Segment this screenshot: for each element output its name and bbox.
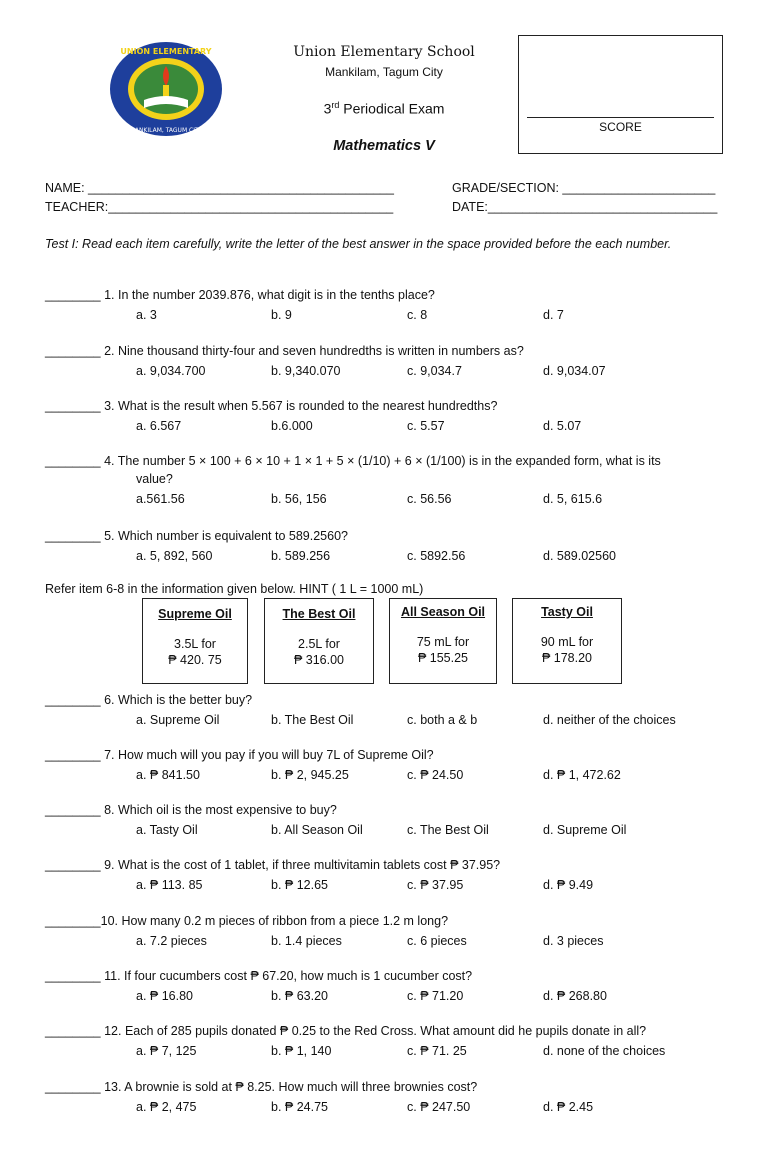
oil-name: Supreme Oil <box>158 607 232 621</box>
option-b: b. ₱ 24.75 <box>271 1100 328 1114</box>
question-text: ________ 13. A brownie is sold at ₱ 8.25. How much will three brownies cost? <box>45 1080 478 1094</box>
option-d: d. 7 <box>543 308 564 322</box>
option-d: d. 9,034.07 <box>543 364 606 378</box>
option-b: b. ₱ 2, 945.25 <box>271 768 349 782</box>
option-a: a.561.56 <box>136 492 185 506</box>
exam-number: 3 <box>323 100 332 117</box>
question-text: ________ 4. The number 5 × 100 + 6 × 10 + 1 × 1 + 5 × (1/10) + 6 × (1/100) is in the expanded form, what is its <box>45 454 661 468</box>
school-location: Mankilam, Tagum City <box>325 65 443 79</box>
option-c: c. The Best Oil <box>407 823 489 837</box>
question-text: ________ 5. Which number is equivalent to 589.2560? <box>45 529 348 543</box>
oil-reference-note: Refer item 6-8 in the information given below. HINT ( 1 L = 1000 mL) <box>45 582 424 596</box>
option-a: a. Supreme Oil <box>136 713 220 727</box>
option-b: b. All Season Oil <box>271 823 363 837</box>
score-box[interactable] <box>518 35 723 154</box>
oil-card-supreme <box>142 598 248 684</box>
oil-quantity: 2.5L for <box>298 637 340 651</box>
question-text: ________ 6. Which is the better buy? <box>45 693 253 707</box>
option-d: d. neither of the choices <box>543 713 676 727</box>
svg-text:UNION ELEMENTARY: UNION ELEMENTARY <box>120 47 212 56</box>
question-text-continued: value? <box>136 472 173 486</box>
oil-price: ₱ 155.25 <box>417 651 469 665</box>
option-d: d. 589.02560 <box>543 549 616 563</box>
question-text: ________ 11. If four cucumbers cost ₱ 67.20, how much is 1 cucumber cost? <box>45 969 473 983</box>
option-b: b. ₱ 63.20 <box>271 989 328 1003</box>
option-a: a. ₱ 16.80 <box>136 989 193 1003</box>
option-d: d. none of the choices <box>543 1044 666 1058</box>
oil-card-all-season <box>389 598 497 684</box>
option-c: c. 6 pieces <box>407 934 467 948</box>
option-a: a. 6.567 <box>136 419 182 433</box>
option-a: a. ₱ 113. 85 <box>136 878 203 892</box>
option-c: c. 56.56 <box>407 492 452 506</box>
option-c: c. ₱ 247.50 <box>407 1100 471 1114</box>
option-a: a. 3 <box>136 308 157 322</box>
option-d: d. 5.07 <box>543 419 582 433</box>
question-text: ________ 1. In the number 2039.876, what digit is in the tenths place? <box>45 288 435 302</box>
oil-name: Tasty Oil <box>541 605 593 619</box>
exam-ordinal: rd <box>331 100 340 110</box>
option-a: a. 7.2 pieces <box>136 934 207 948</box>
option-b: b. 9,340.070 <box>271 364 341 378</box>
oil-name: The Best Oil <box>282 607 356 621</box>
option-b: b. 9 <box>271 308 292 322</box>
exam-title-rest: Periodical Exam <box>339 100 445 117</box>
option-c: c. ₱ 24.50 <box>407 768 464 782</box>
option-a: a. Tasty Oil <box>136 823 198 837</box>
question-text: ________ 9. What is the cost of 1 tablet, if three multivitamin tablets cost ₱ 37.95? <box>45 858 501 872</box>
option-a: a. ₱ 7, 125 <box>136 1044 197 1058</box>
option-c: c. ₱ 71. 25 <box>407 1044 467 1058</box>
oil-card-best <box>264 598 374 684</box>
option-b: b. 56, 156 <box>271 492 327 506</box>
school-name: Union Elementary School <box>293 44 475 60</box>
name-field[interactable]: NAME: ____________________________________________ <box>45 181 394 195</box>
option-d: d. ₱ 2.45 <box>543 1100 594 1114</box>
option-d: d. Supreme Oil <box>543 823 627 837</box>
option-b: b. ₱ 1, 140 <box>271 1044 332 1058</box>
option-c: c. 5892.56 <box>407 549 466 563</box>
option-d: d. ₱ 9.49 <box>543 878 594 892</box>
option-c: c. 9,034.7 <box>407 364 462 378</box>
grade-section-field[interactable]: GRADE/SECTION: ______________________ <box>452 181 716 195</box>
score-line <box>527 117 714 118</box>
oil-price: ₱ 316.00 <box>293 653 345 667</box>
option-a: a. 5, 892, 560 <box>136 549 213 563</box>
question-text: ________ 12. Each of 285 pupils donated ₱ 0.25 to the Red Cross. What amount did he pupils donate in all? <box>45 1024 647 1038</box>
exam-title <box>284 100 484 117</box>
option-c: c. 5.57 <box>407 419 445 433</box>
option-d: d. 3 pieces <box>543 934 604 948</box>
oil-price: ₱ 178.20 <box>541 651 593 665</box>
option-d: d. 5, 615.6 <box>543 492 603 506</box>
option-b: b. ₱ 12.65 <box>271 878 328 892</box>
teacher-field[interactable]: TEACHER:_________________________________________ <box>45 200 394 214</box>
option-b: b. 589.256 <box>271 549 331 563</box>
option-c: c. 8 <box>407 308 428 322</box>
option-b: b. The Best Oil <box>271 713 354 727</box>
option-c: c. ₱ 37.95 <box>407 878 464 892</box>
oil-name: All Season Oil <box>400 605 486 619</box>
question-text: ________ 8. Which oil is the most expensive to buy? <box>45 803 337 817</box>
option-c: c. ₱ 71.20 <box>407 989 464 1003</box>
school-logo <box>108 40 224 138</box>
oil-quantity: 75 mL for <box>416 635 470 649</box>
option-c: c. both a & b <box>407 713 478 727</box>
oil-card-tasty <box>512 598 622 684</box>
question-text: ________ 7. How much will you pay if you will buy 7L of Supreme Oil? <box>45 748 434 762</box>
svg-text:MANKILAM, TAGUM CITY: MANKILAM, TAGUM CITY <box>129 127 203 134</box>
oil-price: ₱ 420. 75 <box>168 653 222 667</box>
option-b: b.6.000 <box>271 419 313 433</box>
question-text: ________ 3. What is the result when 5.567 is rounded to the nearest hundredths? <box>45 399 498 413</box>
test-instructions: Test I: Read each item carefully, write the letter of the best answer in the space provided before the each number. <box>45 237 672 251</box>
option-d: d. ₱ 1, 472.62 <box>543 768 621 782</box>
date-field[interactable]: DATE:_________________________________ <box>452 200 718 214</box>
option-d: d. ₱ 268.80 <box>543 989 607 1003</box>
subject-title: Mathematics V <box>333 138 435 154</box>
option-a: a. 9,034.700 <box>136 364 206 378</box>
score-label: SCORE <box>599 120 642 134</box>
option-b: b. 1.4 pieces <box>271 934 342 948</box>
option-a: a. ₱ 2, 475 <box>136 1100 197 1114</box>
oil-quantity: 90 mL for <box>540 635 594 649</box>
question-text: ________10. How many 0.2 m pieces of ribbon from a piece 1.2 m long? <box>45 914 449 928</box>
oil-quantity: 3.5L for <box>174 637 216 651</box>
question-text: ________ 2. Nine thousand thirty-four and seven hundredths is written in numbers as? <box>45 344 524 358</box>
option-a: a. ₱ 841.50 <box>136 768 200 782</box>
